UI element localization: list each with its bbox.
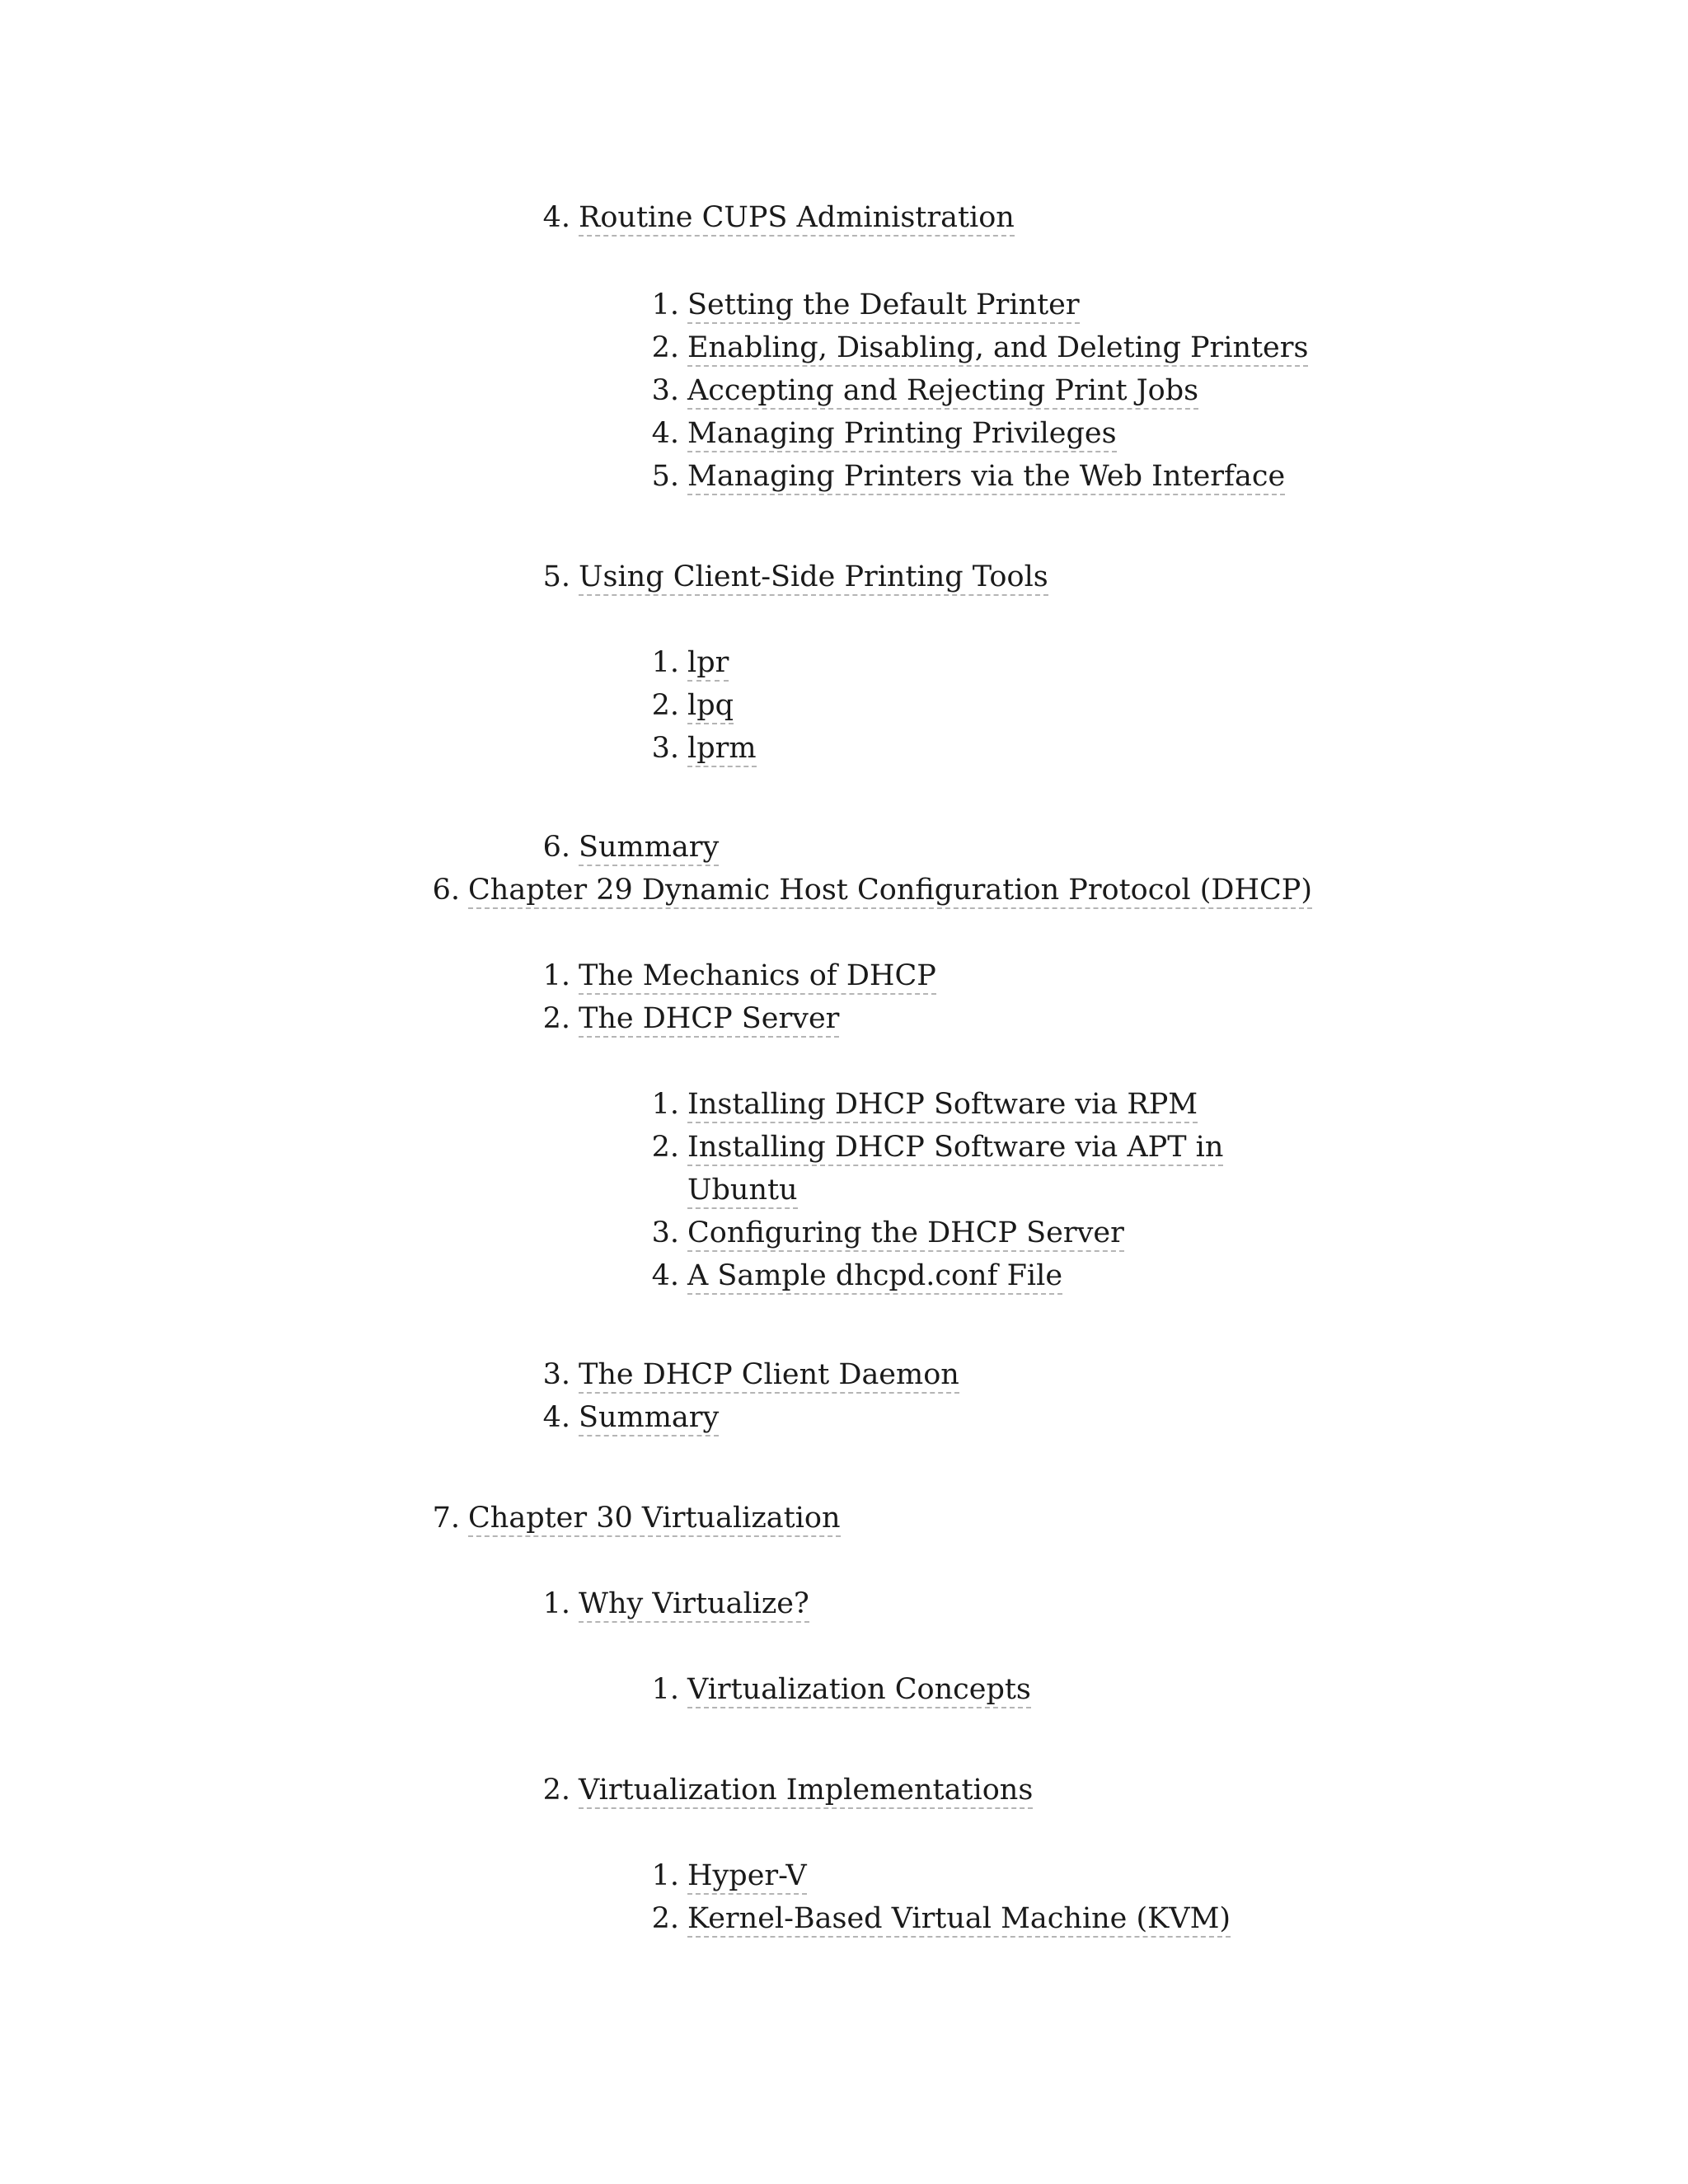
toc-entry	[542, 196, 1015, 239]
toc-link[interactable]: Kernel-Based Virtual Machine (KVM)	[687, 1902, 1231, 1938]
toc-link[interactable]: Chapter 29 Dynamic Host Configuration Protocol (DHCP)	[468, 874, 1312, 909]
toc-entry	[651, 326, 1309, 369]
toc-link[interactable]: Why Virtualize?	[579, 1587, 809, 1623]
toc-entry	[651, 1126, 1224, 1169]
toc-entry	[651, 641, 729, 684]
toc-link[interactable]: Ubuntu	[687, 1174, 798, 1209]
toc-number: 1.	[542, 1587, 570, 1620]
toc-number: 4.	[651, 1259, 679, 1292]
toc-link[interactable]: The DHCP Client Daemon	[579, 1358, 959, 1394]
toc-entry	[651, 284, 1080, 326]
toc-link[interactable]: The DHCP Server	[579, 1002, 839, 1038]
toc-number: 2.	[651, 1131, 679, 1164]
toc-number: 7.	[432, 1502, 460, 1535]
toc-entry	[651, 727, 757, 770]
toc-link[interactable]: Virtualization Implementations	[579, 1774, 1033, 1809]
toc-entry	[542, 1353, 959, 1396]
toc-entry	[542, 826, 720, 869]
toc-number: 4.	[651, 417, 679, 450]
toc-chapter-entry	[432, 1497, 841, 1540]
toc-number: 2.	[542, 1774, 570, 1807]
toc-number: 3.	[651, 374, 679, 407]
toc-number: 1.	[542, 959, 570, 992]
toc-number: 5.	[651, 460, 679, 493]
toc-link[interactable]: Hyper-V	[687, 1859, 807, 1895]
toc-link[interactable]: Summary	[579, 1401, 719, 1436]
toc-chapter-entry	[432, 869, 1312, 912]
toc-entry-continuation	[687, 1169, 798, 1212]
toc-number: 1.	[651, 1673, 679, 1706]
toc-link[interactable]: lpr	[687, 646, 729, 682]
toc-number: 5.	[542, 560, 570, 593]
toc-number: 2.	[542, 1002, 570, 1035]
toc-entry	[651, 1897, 1231, 1940]
toc-link[interactable]: Setting the Default Printer	[687, 288, 1080, 324]
toc-number: 2.	[651, 331, 679, 364]
toc-number: 3.	[542, 1358, 570, 1391]
toc-entry	[651, 1254, 1063, 1297]
toc-number: 2.	[651, 1902, 679, 1935]
toc-number: 1.	[651, 646, 679, 679]
toc-link[interactable]: Virtualization Concepts	[687, 1673, 1031, 1708]
toc-link[interactable]: The Mechanics of DHCP	[579, 959, 936, 995]
toc-link[interactable]: Installing DHCP Software via RPM	[687, 1088, 1198, 1123]
toc-entry	[542, 555, 1048, 598]
toc-entry	[651, 1212, 1124, 1254]
toc-link[interactable]: lpq	[687, 689, 734, 724]
toc-link[interactable]: Accepting and Rejecting Print Jobs	[687, 374, 1198, 410]
toc-link[interactable]: Installing DHCP Software via APT in	[687, 1131, 1223, 1166]
toc-entry	[651, 1083, 1198, 1126]
toc-link[interactable]: Routine CUPS Administration	[579, 201, 1015, 237]
toc-number: 6.	[432, 874, 460, 907]
toc-link[interactable]: Configuring the DHCP Server	[687, 1216, 1124, 1252]
toc-link[interactable]: Chapter 30 Virtualization	[468, 1502, 841, 1537]
toc-entry	[651, 1854, 807, 1897]
toc-number: 3.	[651, 1216, 679, 1249]
toc-number: 1.	[651, 288, 679, 321]
toc-entry	[542, 1396, 720, 1439]
toc-entry	[651, 369, 1199, 412]
toc-link[interactable]: Enabling, Disabling, and Deleting Printers	[687, 331, 1308, 367]
toc-link[interactable]: A Sample dhcpd.conf File	[687, 1259, 1062, 1295]
toc-link[interactable]: Summary	[579, 831, 719, 866]
toc-number: 4.	[542, 1401, 570, 1434]
toc-entry	[542, 954, 936, 997]
toc-number: 6.	[542, 831, 570, 864]
toc-entry	[542, 997, 840, 1040]
toc-number: 1.	[651, 1859, 679, 1892]
toc-entry	[651, 455, 1286, 498]
toc-number: 4.	[542, 201, 570, 234]
toc-link[interactable]: Using Client-Side Printing Tools	[579, 560, 1048, 596]
toc-number: 3.	[651, 732, 679, 765]
toc-number: 1.	[651, 1088, 679, 1121]
toc-entry	[651, 1668, 1031, 1711]
toc-entry	[542, 1582, 809, 1625]
toc-entry	[651, 412, 1117, 455]
toc-link[interactable]: Managing Printing Privileges	[687, 417, 1117, 452]
toc-number: 2.	[651, 689, 679, 722]
toc-link[interactable]: Managing Printers via the Web Interface	[687, 460, 1285, 495]
toc-entry	[651, 684, 734, 727]
toc-link[interactable]: lprm	[687, 732, 757, 767]
toc-entry	[542, 1769, 1034, 1811]
